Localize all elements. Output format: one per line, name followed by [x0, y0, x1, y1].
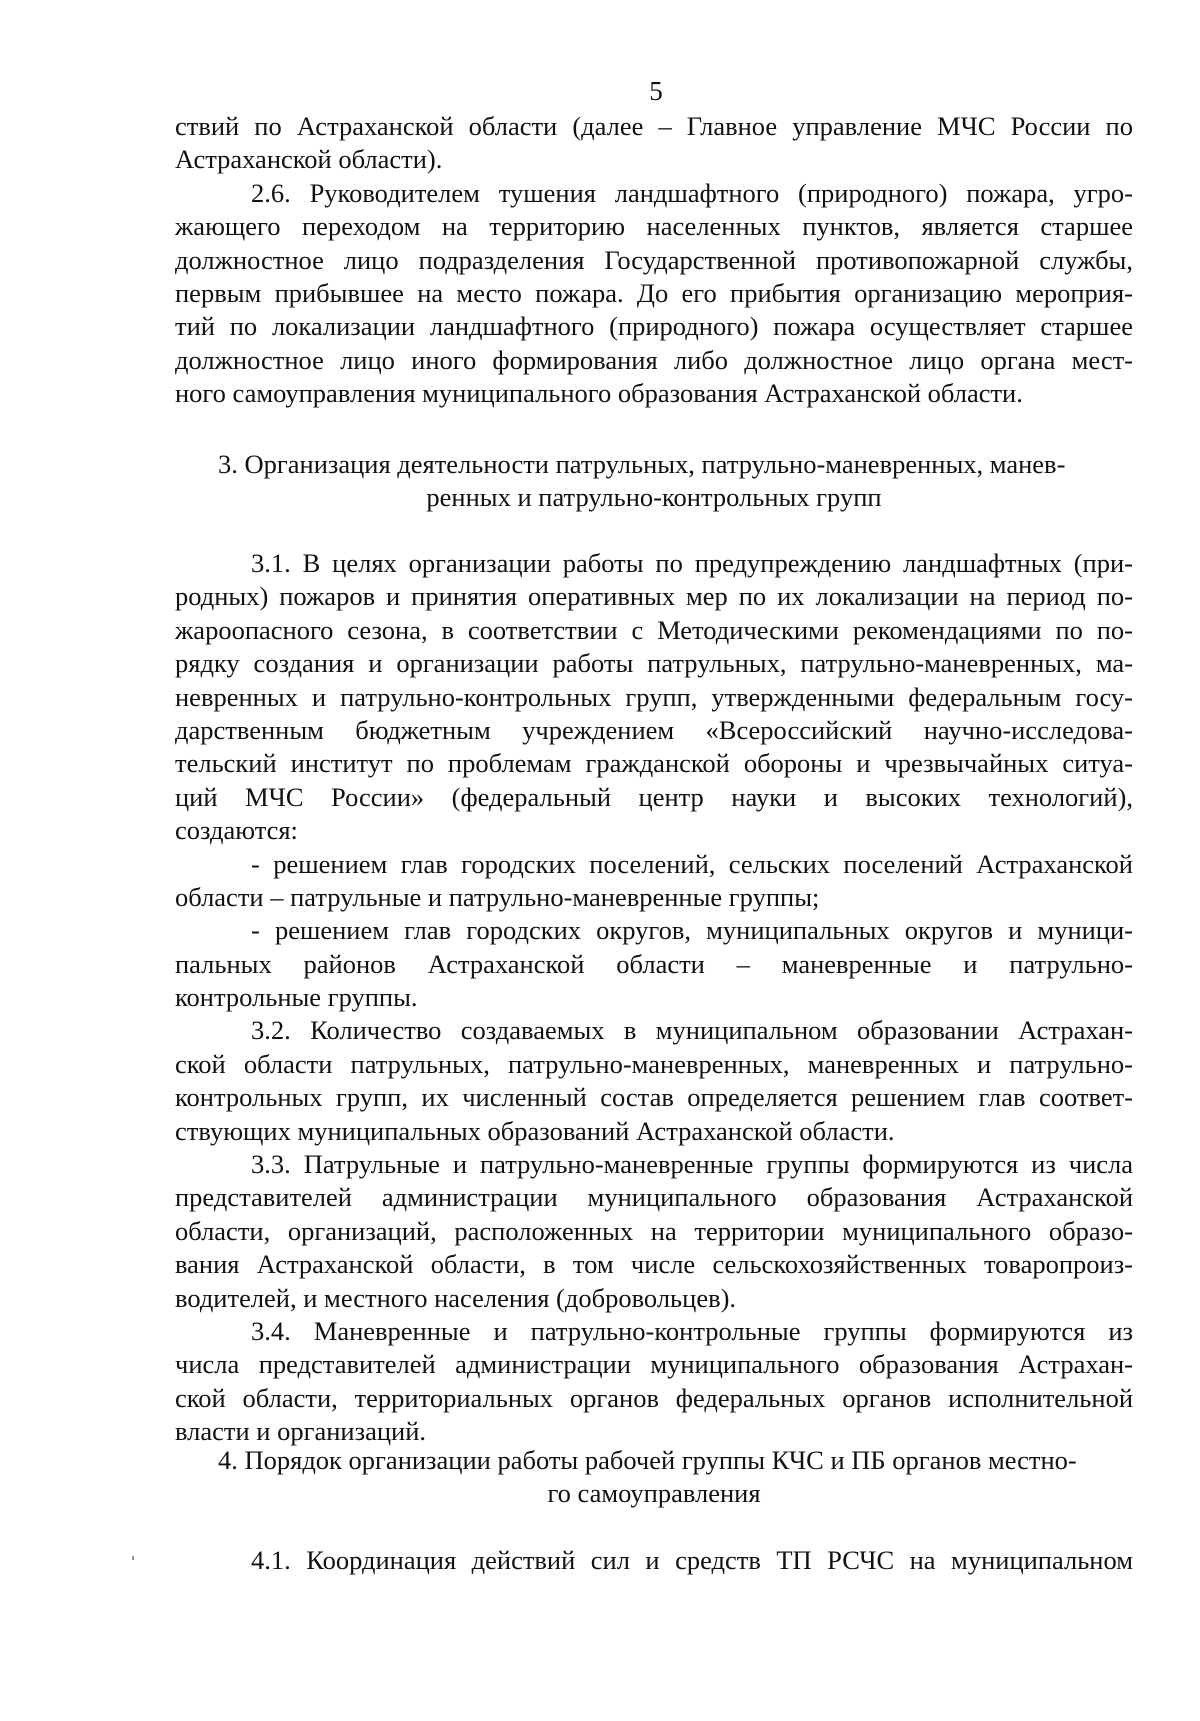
text-line: родных) пожаров и принятия оперативных мер по их локализации на период по- [175, 581, 1133, 612]
text-line: 3.1. В целях организации работы по предупреждению ландшафтных (при- [251, 548, 1133, 578]
text-line: должностное лицо иного формирования либо должностное лицо органа мест- [175, 344, 1133, 375]
text-line: - решением глав городских поселений, сельских поселений Астраханской [251, 848, 1133, 879]
scan-mark [132, 1556, 134, 1560]
text-line: ного самоуправления муниципального образования Астраханской области. [175, 378, 1023, 409]
section-heading-4 [175, 1444, 1133, 1511]
text-line: вания Астраханской области, в том числе сельскохозяйственных товаропроиз- [175, 1249, 1133, 1280]
text-line: ствий по Астраханской области (далее – Главное управление МЧС России по [175, 111, 1133, 141]
body-text-upper [175, 110, 1133, 411]
heading-line: го самоуправления [547, 1478, 761, 1509]
text-line: Астраханской области). [175, 144, 443, 175]
text-line: рядку создания и организации работы патрульных, патрульно-маневренных, ма- [175, 648, 1133, 679]
text-line: власти и организаций. [175, 1416, 426, 1447]
text-line: ской области патрульных, патрульно-маневренных, маневренных и патрульно- [175, 1048, 1133, 1079]
text-line: области – патрульные и патрульно-маневренные группы; [175, 881, 820, 912]
heading-line: 4. Порядок организации работы рабочей группы КЧС и ПБ органов местно- [218, 1445, 1077, 1475]
text-line: невренных и патрульно-контрольных групп, утвержденными федеральным госу- [175, 681, 1133, 712]
page-number: 5 [649, 76, 663, 106]
text-line: пальных районов Астраханской области – маневренные и патрульно- [175, 948, 1133, 979]
text-line: должностное лицо подразделения Государственной противопожарной службы, [175, 244, 1133, 275]
text-line: 4.1. Координация действий сил и средств ТП РСЧС на муниципальном [251, 1545, 1133, 1575]
heading-line: 3. Организация деятельности патрульных, патрульно-маневренных, манев- [218, 449, 1066, 479]
text-line: первым прибывшее на место пожара. До его прибытия организацию мероприя- [175, 277, 1133, 308]
text-line: 3.4. Маневренные и патрульно-контрольные группы формируются из [251, 1315, 1133, 1346]
text-line: создаются: [175, 815, 298, 846]
text-line: контрольных групп, их численный состав определяется решением глав соответ- [175, 1082, 1133, 1113]
text-line: жароопасного сезона, в соответствии с Методическими рекомендациями по по- [175, 614, 1133, 645]
text-line: тий по локализации ландшафтного (природного) пожара осуществляет старшее [175, 311, 1133, 342]
text-line: ствующих муниципальных образований Астраханской области. [175, 1115, 895, 1146]
text-line: жающего переходом на территорию населенных пунктов, является старшее [175, 211, 1133, 242]
text-line: ской области, территориальных органов федеральных органов исполнительной [175, 1382, 1133, 1413]
text-line: водителей, и местного населения (добровольцев). [175, 1282, 737, 1313]
text-line: области, организаций, расположенных на территории муниципального образо- [175, 1215, 1133, 1246]
text-line: числа представителей администрации муниципального образования Астрахан- [175, 1349, 1133, 1380]
text-line: тельский институт по проблемам гражданской обороны и чрезвычайных ситуа- [175, 748, 1133, 779]
text-line: дарственным бюджетным учреждением «Всероссийский научно-исследова- [175, 714, 1133, 745]
body-text-section-3 [175, 547, 1133, 1449]
section-heading-3 [175, 448, 1133, 515]
text-line: - решением глав городских округов, муниципальных округов и муници- [251, 915, 1133, 946]
text-line: ций МЧС России» (федеральный центр науки и высоких технологий), [175, 781, 1133, 812]
text-line: представителей администрации муниципального образования Астраханской [175, 1182, 1133, 1213]
text-line: 3.3. Патрульные и патрульно-маневренные группы формируются из числа [251, 1149, 1133, 1180]
heading-line: ренных и патрульно-контрольных групп [426, 482, 882, 513]
body-text-section-4 [175, 1544, 1133, 1577]
text-line: 3.2. Количество создаваемых в муниципальном образовании Астрахан- [251, 1015, 1133, 1046]
text-line: 2.6. Руководителем тушения ландшафтного (природного) пожара, угро- [251, 177, 1133, 208]
text-line: контрольные группы. [175, 982, 418, 1013]
